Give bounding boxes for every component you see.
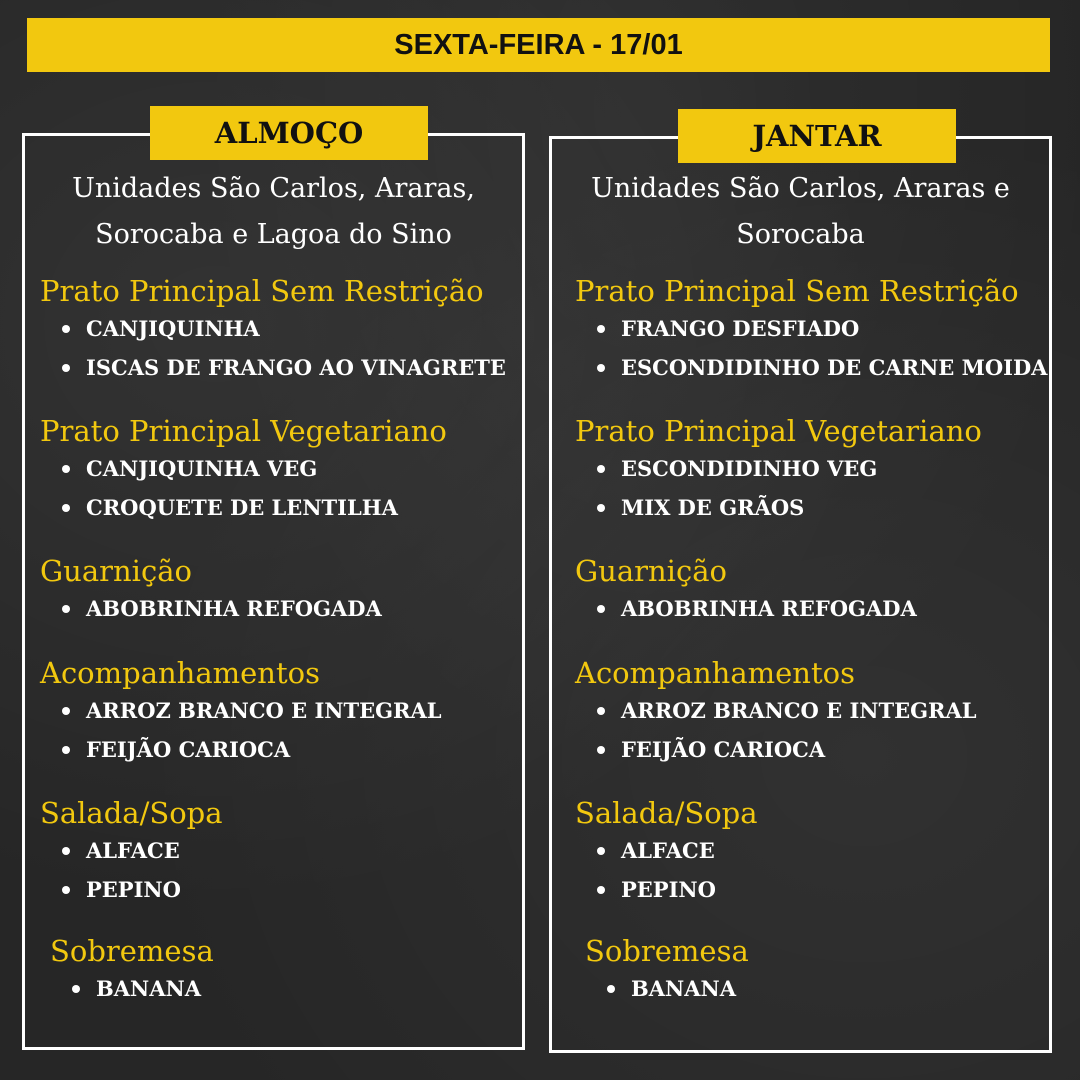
bullet-icon	[597, 504, 605, 512]
section-title: Sobremesa	[50, 934, 214, 968]
dinner-section-dessert	[585, 933, 749, 1008]
bullet-icon	[597, 325, 605, 333]
bullet-icon	[597, 847, 605, 855]
list-item: BANANA	[66, 969, 214, 1008]
list-item: ALFACE	[591, 831, 758, 870]
dinner-tag: JANTAR	[678, 109, 956, 163]
section-title: Prato Principal Vegetariano	[40, 414, 447, 448]
section-title: Acompanhamentos	[40, 656, 320, 690]
lunch-section-dessert	[50, 933, 214, 1008]
section-title: Acompanhamentos	[575, 656, 855, 690]
lunch-units	[25, 166, 522, 258]
list-item: PEPINO	[591, 870, 758, 909]
dinner-units-line2: Sorocaba	[736, 219, 865, 250]
dinner-units-line1: Unidades São Carlos, Araras e	[591, 173, 1010, 204]
section-title: Guarnição	[40, 554, 192, 588]
list-item: CROQUETE DE LENTILHA	[56, 488, 447, 527]
bullet-icon	[62, 886, 70, 894]
bullet-icon	[62, 605, 70, 613]
bullet-icon	[62, 364, 70, 372]
bullet-icon	[62, 847, 70, 855]
section-title: Prato Principal Sem Restrição	[40, 274, 484, 308]
bullet-icon	[597, 605, 605, 613]
list-item: BANANA	[601, 969, 749, 1008]
list-item: ARROZ BRANCO E INTEGRAL	[591, 691, 977, 730]
bullet-icon	[62, 746, 70, 754]
lunch-units-line1: Unidades São Carlos, Araras,	[72, 173, 475, 204]
list-item: ABOBRINHA REFOGADA	[56, 589, 382, 628]
section-title: Sobremesa	[585, 934, 749, 968]
section-title: Prato Principal Vegetariano	[575, 414, 982, 448]
bullet-icon	[597, 886, 605, 894]
bullet-icon	[597, 746, 605, 754]
bullet-icon	[607, 985, 615, 993]
dinner-section-veg	[575, 413, 982, 527]
lunch-section-accomp	[40, 655, 442, 769]
dinner-units	[552, 166, 1049, 258]
section-title: Prato Principal Sem Restrição	[575, 274, 1019, 308]
dinner-section-salad	[575, 795, 758, 909]
list-item: CANJIQUINHA	[56, 309, 506, 348]
day-title: SEXTA-FEIRA - 17/01	[394, 28, 683, 61]
dinner-section-side	[575, 553, 917, 628]
list-item: ALFACE	[56, 831, 223, 870]
bullet-icon	[62, 504, 70, 512]
lunch-section-side	[40, 553, 382, 628]
dinner-panel	[549, 119, 1052, 1053]
list-item: ESCONDIDINHO VEG	[591, 449, 982, 488]
lunch-panel	[22, 116, 525, 1050]
bullet-icon	[597, 707, 605, 715]
list-item: CANJIQUINHA VEG	[56, 449, 447, 488]
bullet-icon	[62, 325, 70, 333]
list-item: FEIJÃO CARIOCA	[56, 730, 442, 769]
lunch-tag: ALMOÇO	[150, 106, 428, 160]
lunch-units-line2: Sorocaba e Lagoa do Sino	[95, 219, 452, 250]
list-item: FRANGO DESFIADO	[591, 309, 1047, 348]
bullet-icon	[72, 985, 80, 993]
bullet-icon	[62, 465, 70, 473]
section-title: Salada/Sopa	[40, 796, 223, 830]
list-item: PEPINO	[56, 870, 223, 909]
bullet-icon	[597, 465, 605, 473]
list-item: ESCONDIDINHO DE CARNE MOIDA	[591, 348, 1047, 387]
bullet-icon	[62, 707, 70, 715]
list-item: ARROZ BRANCO E INTEGRAL	[56, 691, 442, 730]
dinner-section-main	[575, 273, 1047, 387]
lunch-section-salad	[40, 795, 223, 909]
dinner-section-accomp	[575, 655, 977, 769]
section-title: Guarnição	[575, 554, 727, 588]
list-item: ISCAS DE FRANGO AO VINAGRETE	[56, 348, 506, 387]
list-item: MIX DE GRÃOS	[591, 488, 982, 527]
bullet-icon	[597, 364, 605, 372]
list-item: FEIJÃO CARIOCA	[591, 730, 977, 769]
day-header	[27, 18, 1050, 72]
lunch-section-veg	[40, 413, 447, 527]
list-item: ABOBRINHA REFOGADA	[591, 589, 917, 628]
section-title: Salada/Sopa	[575, 796, 758, 830]
lunch-section-main	[40, 273, 506, 387]
